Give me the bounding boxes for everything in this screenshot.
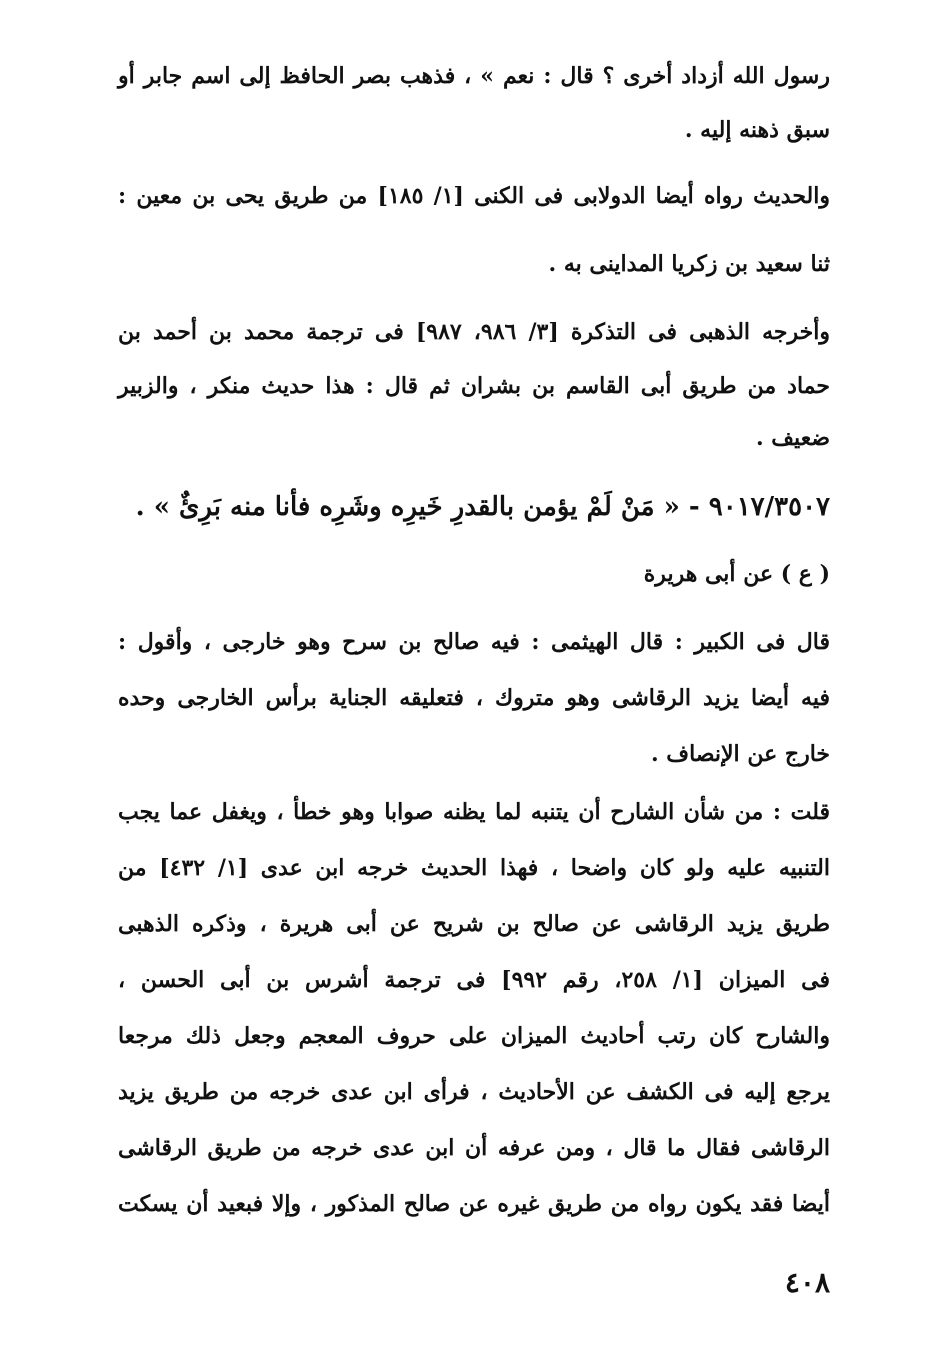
text-line: ضعيف . [755,425,830,451]
text-line: رسول الله أزداد أخرى ؟ قال : نعم » ، فذهب بصر الحافظ إلى اسم جابر أو [118,63,830,89]
text-line: طريق يزيد الرقاشى عن صالح بن شريح عن أبى هريرة ، وذكره الذهبى [118,911,830,937]
text-line: يرجع إليه فى الكشف عن الأحاديث ، فرأى ابن عدى خرجه من طريق يزيد [118,1079,830,1105]
text-line: خارج عن الإنصاف . [650,741,830,767]
text-line: فى الميزان [١/ ٢٥٨، رقم ٩٩٢] فى ترجمة أشرس بن أبى الحسن ، [118,967,830,993]
page-number: ٤٠٨ [784,1266,830,1299]
hadith-heading [118,484,830,530]
paragraph-response [118,792,830,1232]
text-line: والحديث رواه أيضا الدولابى فى الكنى [١/ ١٨٥] من طريق يحى بن معين : [118,183,830,209]
paragraph-3 [118,312,830,462]
text-line: فيه أيضا يزيد الرقاشى وهو متروك ، فتعليقه الجناية برأس الخارجى وحده [118,685,830,711]
text-line: التنبيه عليه ولو كان واضحا ، فهذا الحديث خرجه ابن عدى [١/ ٤٣٢] من [118,855,830,881]
paragraph-2 [118,176,830,276]
text-line: والشارح كان رتب أحاديث الميزان على حروف المعجم وجعل ذلك مرجعا [118,1023,830,1049]
text-line: قال فى الكبير : قال الهيثمى : فيه صالح بن سرح وهو خارجى ، وأقول : [118,629,830,655]
text-line: وأخرجه الذهبى فى التذكرة [٣/ ٩٨٦، ٩٨٧] فى ترجمة محمد بن أحمد بن [118,319,830,345]
paragraph-commentary [118,622,830,782]
text-line: سبق ذهنه إليه . [684,117,830,143]
paragraph-1 [118,56,830,156]
text-line: حماد من طريق أبى القاسم بن بشران ثم قال : هذا حديث منكر ، والزبير [118,373,830,399]
text-line: ثنا سعيد بن زكريا المداينى به . [548,251,830,277]
text-line: قلت : من شأن الشارح أن يتنبه لما يظنه صوابا وهو خطأ ، ويغفل عما يجب [118,799,830,825]
text-line: الرقاشى فقال ما قال ، ومن عرفه أن ابن عدى خرجه من طريق الرقاشى [118,1135,830,1161]
source-text: ( ع ) عن أبى هريرة [643,561,830,587]
hadith-text: ٩٠١٧/٣٥٠٧ - « مَنْ لَمْ يؤمن بالقدرِ خَيرِه وشَرِه فأنا منه بَرِئٌ » . [135,492,830,522]
hadith-source [118,554,830,594]
text-line: أيضا فقد يكون رواه من طريق غيره عن صالح المذكور ، وإلا فبعيد أن يسكت [118,1191,830,1217]
